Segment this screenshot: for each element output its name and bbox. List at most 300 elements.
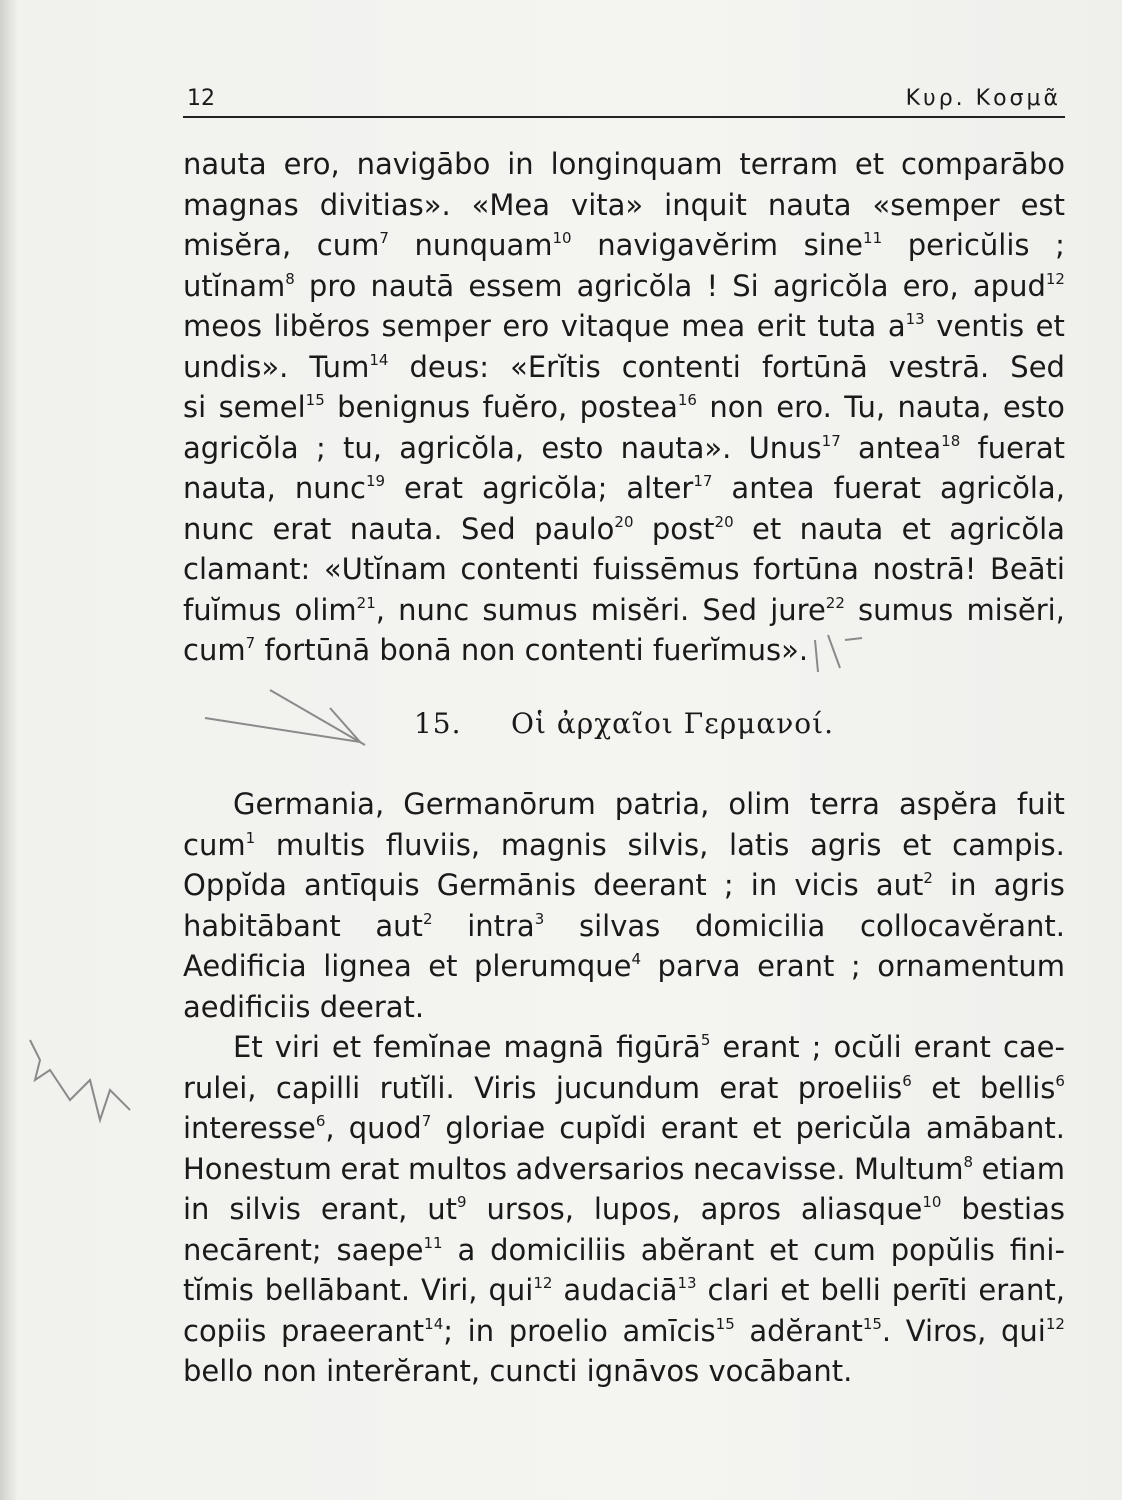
word: erant,	[320, 1192, 408, 1226]
word: sumus	[858, 592, 954, 627]
word: proeliis$^6$	[797, 1070, 912, 1105]
word: cae-	[1002, 1030, 1065, 1064]
word: non	[262, 1354, 317, 1388]
footnote-marker: 5	[700, 1031, 711, 1049]
word: audaciā$^{13}$	[563, 1273, 697, 1307]
word: ero,	[902, 268, 959, 303]
word: agricŏla	[183, 430, 299, 465]
word: domicilia	[694, 908, 826, 943]
section-15-text	[183, 784, 1065, 1392]
word: $a^{13}$	[887, 309, 925, 343]
word: navigābo	[356, 147, 491, 181]
word: magnā	[503, 1030, 605, 1064]
word: fuerat	[833, 471, 922, 505]
word: aut$^2$	[375, 908, 433, 943]
word: deerat.	[319, 989, 425, 1024]
word: latis	[729, 827, 790, 862]
word: Et	[233, 1030, 263, 1064]
word: clamant:	[183, 552, 311, 586]
word: magnas	[183, 187, 299, 222]
word: amābant.	[925, 1111, 1065, 1145]
section-number: 15.	[413, 707, 462, 740]
text-line	[183, 1270, 1065, 1311]
word: lupos,	[593, 1192, 681, 1226]
word: intra$^3$	[467, 908, 545, 943]
text-line	[183, 946, 1065, 987]
word: adversarios	[515, 1151, 685, 1186]
text-line	[183, 590, 1065, 631]
word: misĕri.	[590, 592, 690, 627]
word: tu,	[342, 430, 382, 465]
word: antea$^{18}$	[858, 430, 961, 465]
word: parva	[657, 949, 741, 983]
word: aspĕra	[898, 787, 998, 821]
footnote-marker: 8	[285, 269, 295, 288]
word: necavisse.	[692, 1151, 846, 1186]
word: collocavĕrant.	[860, 908, 1065, 943]
word: inquit	[664, 187, 747, 222]
word: $ut^9$	[427, 1192, 467, 1226]
word: ero,	[283, 147, 340, 181]
word: Germanōrum	[403, 787, 596, 821]
text-line	[183, 1189, 1065, 1230]
word: in	[467, 1313, 495, 1348]
word: vitaque	[560, 309, 670, 343]
word: Germānis	[436, 868, 577, 902]
word: vocābant.	[708, 1354, 853, 1388]
section-heading	[183, 707, 1065, 740]
word: campis.	[952, 827, 1065, 862]
text-line	[183, 1027, 1065, 1068]
word: semper	[381, 309, 491, 343]
word: erant	[913, 1030, 991, 1064]
word: pericŭla	[795, 1111, 912, 1145]
word: ;	[811, 1030, 822, 1064]
word: plerumque$^4$	[473, 949, 642, 983]
word: divitias».	[319, 187, 451, 222]
word: contenti	[621, 349, 741, 384]
footnote-marker: 12	[1045, 269, 1065, 288]
text-line	[183, 865, 1065, 906]
footnote-marker: 11	[863, 229, 883, 247]
footnote-marker: 2	[923, 869, 933, 887]
footnote-marker: 14	[369, 350, 389, 369]
word: fortūnā	[761, 349, 868, 384]
text-line	[183, 1108, 1065, 1149]
word: Tu,	[844, 390, 886, 424]
text-line	[183, 347, 1065, 388]
word: Sed	[1010, 349, 1065, 384]
footnote-marker: 3	[534, 909, 545, 928]
word: cum	[813, 1232, 876, 1267]
word: capilli	[275, 1070, 361, 1105]
word: cum$^7$	[183, 633, 256, 667]
word: pro	[308, 268, 357, 303]
word: interesse$^6$,	[183, 1111, 335, 1145]
footnote-marker: 10	[922, 1193, 942, 1211]
word: bellābant.	[264, 1273, 411, 1307]
word: misĕri,	[966, 592, 1065, 627]
word: gloriae	[445, 1111, 546, 1145]
word: erit	[756, 309, 806, 343]
word: silvas	[578, 908, 661, 943]
word: Aedificia	[183, 949, 307, 983]
word: si	[183, 390, 207, 424]
word: et	[331, 1030, 362, 1064]
footnote-marker: 8	[963, 1152, 974, 1171]
footnote-marker: 15	[862, 1314, 882, 1333]
footnote-marker: 13	[905, 310, 925, 328]
section-title: Οἱ ἀρχαῖοι Γερμανοί.	[510, 707, 835, 740]
word: cum$^1$	[183, 827, 256, 862]
word: erant	[722, 1030, 800, 1064]
word: fini-	[1009, 1232, 1065, 1267]
word: nunc	[183, 511, 255, 546]
text-line	[183, 144, 1065, 185]
footnote-marker: 17	[821, 431, 841, 450]
word: fuerat	[977, 430, 1065, 465]
word: fuĭmus	[183, 592, 282, 627]
word: perīti	[891, 1273, 968, 1307]
word: ocŭli	[833, 1030, 902, 1064]
word: apros	[700, 1192, 781, 1226]
word: sumus	[482, 592, 578, 627]
word: domiciliis	[490, 1232, 626, 1267]
word: Viros,	[905, 1313, 987, 1348]
footnote-marker: 20	[714, 512, 734, 531]
word: «semper	[872, 187, 1000, 222]
word: Si	[732, 268, 759, 303]
word: semel$^{15}$	[218, 390, 325, 424]
word: fluviis,	[385, 827, 481, 862]
word: quod$^7$	[348, 1111, 432, 1145]
text-line	[183, 1351, 1065, 1392]
word: navigavĕrim	[597, 228, 779, 262]
footnote-marker: 15	[305, 391, 325, 409]
word: erant	[660, 1111, 738, 1145]
word: fuerĭmus».	[652, 633, 809, 667]
word: cupĭdi	[559, 1111, 647, 1145]
word: fortūnā	[264, 633, 371, 667]
footnote-marker: 7	[379, 229, 389, 247]
word: etiam	[981, 1151, 1065, 1186]
word: libĕros	[273, 309, 370, 343]
word: proelio	[508, 1313, 608, 1348]
word: aut$^2$	[875, 868, 933, 902]
word: habitābant	[183, 908, 341, 943]
word: essem	[468, 268, 563, 303]
word: ignāvos	[586, 1354, 700, 1388]
text-line	[183, 1230, 1065, 1271]
word: Honestum	[183, 1151, 332, 1186]
word: tuta	[817, 309, 877, 343]
word: nautā	[370, 268, 455, 303]
footnote-marker: 7	[421, 1112, 432, 1130]
word: agricŏla,	[940, 471, 1065, 505]
footnote-marker: 10	[552, 229, 572, 247]
word: nunquam$^{10}$	[414, 228, 572, 262]
word: non	[460, 633, 516, 667]
text-line	[183, 225, 1065, 266]
word: et	[780, 1273, 810, 1307]
word: ;	[1055, 228, 1065, 262]
text-line	[183, 306, 1065, 347]
word: agricŏla;	[481, 471, 608, 505]
word: ;	[850, 949, 861, 983]
word: «Utĭnam	[323, 552, 447, 586]
word: jucundum	[555, 1070, 701, 1105]
word: erat	[272, 511, 332, 546]
word: nauta».	[620, 430, 732, 465]
text-line	[183, 1311, 1065, 1352]
word: cuncti	[489, 1354, 578, 1388]
word: praeerant$^{14}$;	[280, 1313, 454, 1348]
footnote-marker: 2	[422, 909, 433, 928]
word: et	[902, 827, 932, 862]
word: bestias	[961, 1192, 1065, 1226]
word: «Mea	[471, 187, 551, 222]
section-14-text	[183, 144, 1065, 671]
word: ;	[723, 868, 734, 902]
word: antea	[731, 471, 815, 505]
word: «Erĭtis	[510, 349, 601, 384]
word: benignus	[337, 390, 471, 424]
word: erant	[757, 949, 835, 983]
word: amīcis$^{15}$	[622, 1313, 735, 1348]
word: et	[1035, 309, 1065, 343]
word: in	[950, 868, 977, 902]
word: belli	[820, 1273, 881, 1307]
word: bello	[183, 1354, 254, 1388]
pencil-margin-doodle	[30, 1040, 130, 1120]
word: Germania,	[233, 787, 385, 821]
text-line	[183, 1149, 1065, 1190]
word: in	[183, 1192, 210, 1226]
word: femĭnae	[373, 1030, 492, 1064]
word: et	[752, 1111, 782, 1145]
word: ero.	[776, 390, 832, 424]
word: fuissēmus	[593, 552, 740, 586]
word: et	[428, 949, 458, 983]
footnote-marker: 6	[902, 1071, 912, 1090]
footnote-marker: 15	[715, 1314, 735, 1333]
word: aliasque$^{10}$	[800, 1192, 942, 1226]
footnote-marker: 22	[825, 593, 845, 612]
word: agricŏla	[772, 268, 889, 303]
text-line	[183, 630, 1065, 671]
footnote-marker: 12	[1045, 1314, 1065, 1333]
footnote-marker: 1	[245, 828, 256, 847]
word: copiis	[183, 1313, 267, 1348]
word: bonā	[379, 633, 452, 667]
word: esto	[1002, 390, 1065, 424]
word: sine$^{11}$	[803, 228, 883, 262]
word: utĭnam$^8$	[183, 268, 295, 303]
footnote-marker: 6	[315, 1112, 326, 1130]
word: Beāti	[990, 552, 1065, 586]
footnote-marker: 19	[365, 472, 386, 490]
word: ero	[502, 309, 550, 343]
word: olim	[728, 787, 791, 821]
word: et	[931, 1070, 961, 1105]
word: ventis	[936, 309, 1025, 343]
word: deerant	[593, 868, 707, 902]
text-line	[183, 468, 1065, 509]
word: paulo$^{20}$	[534, 511, 634, 546]
word: aedificiis	[183, 989, 311, 1024]
word: qui$^{12}$	[1000, 1313, 1065, 1348]
word: vicis	[794, 868, 859, 902]
word: adĕrant$^{15}$.	[749, 1313, 892, 1348]
word: contenti	[460, 552, 580, 586]
word: magnis	[500, 827, 607, 862]
word: non	[709, 390, 764, 424]
word: abĕrant	[640, 1232, 755, 1267]
text-line	[183, 906, 1065, 947]
text-line	[183, 784, 1065, 825]
word: Viri,	[421, 1273, 478, 1307]
word: multos	[408, 1151, 507, 1186]
footnote-marker: 11	[423, 1233, 443, 1252]
word: pericŭlis	[907, 228, 1030, 262]
word: figūrā$^5$	[616, 1030, 711, 1064]
word: contenti	[524, 633, 644, 667]
word: necārent;	[183, 1232, 322, 1267]
word: jure$^{22}$	[770, 592, 845, 627]
word: silvis	[229, 1192, 301, 1226]
word: ;	[315, 430, 326, 465]
text-line	[183, 549, 1065, 590]
word: comparābo	[901, 147, 1065, 181]
word: popŭlis	[890, 1232, 995, 1267]
word: esto	[541, 430, 604, 465]
word: a	[457, 1232, 476, 1267]
word: deus:	[409, 349, 490, 384]
word: agris	[993, 868, 1065, 902]
word: Viris	[474, 1070, 537, 1105]
word: qui$^{12}$	[488, 1273, 553, 1307]
word: tĭmis	[183, 1273, 254, 1307]
word: nauta	[799, 511, 884, 546]
word: nauta,	[183, 471, 276, 505]
word: alter$^{17}$	[626, 471, 713, 505]
word: Unus$^{17}$	[748, 430, 841, 465]
footnote-marker: 20	[614, 512, 634, 531]
word: Sed	[702, 592, 758, 627]
page-number: 12	[187, 86, 215, 111]
word: interĕrant,	[326, 1354, 481, 1388]
word: cum$^7$	[316, 228, 389, 262]
text-line	[183, 266, 1065, 307]
word: vita»	[571, 187, 644, 222]
word: et	[854, 147, 885, 181]
footnote-marker: 16	[677, 391, 697, 409]
word: rutĭli.	[379, 1070, 455, 1105]
word: nunc	[398, 592, 470, 627]
running-head-author: Κυρ. Κοσμᾶ	[905, 86, 1061, 111]
word: silvis,	[627, 827, 709, 862]
footnote-marker: 6	[1055, 1071, 1065, 1090]
word: erat	[340, 1151, 400, 1186]
word: meos	[183, 309, 262, 343]
word: misĕra,	[183, 228, 292, 262]
word: fuĕro,	[482, 390, 568, 424]
word: agricŏla,	[399, 430, 525, 465]
footnote-marker: 21	[356, 593, 376, 612]
word: fuit	[1016, 787, 1065, 821]
word: olim$^{21}$,	[294, 592, 385, 627]
word: undis».	[183, 349, 289, 384]
word: in	[507, 147, 534, 181]
text-line	[183, 185, 1065, 226]
word: Sed	[461, 511, 516, 546]
text-line	[183, 1068, 1065, 1109]
word: !	[706, 268, 719, 303]
word: terra	[809, 787, 880, 821]
word: erat	[719, 1070, 779, 1105]
word: ornamentum	[877, 949, 1065, 983]
word: vestrā.	[888, 349, 990, 384]
word: antīquis	[304, 868, 420, 902]
word: et	[752, 511, 782, 546]
footnote-marker: 18	[941, 431, 961, 450]
word: est	[1020, 187, 1065, 222]
word: clari	[707, 1273, 770, 1307]
word: longinquam	[550, 147, 723, 181]
word: nauta	[767, 187, 852, 222]
word: nauta.	[349, 511, 443, 546]
word: viri	[274, 1030, 320, 1064]
word: postea$^{16}$	[579, 390, 697, 424]
word: erant,	[978, 1273, 1065, 1307]
footnote-marker: 14	[424, 1314, 444, 1333]
word: bellis$^6$	[979, 1070, 1065, 1105]
word: in	[750, 868, 778, 902]
word: terram	[739, 147, 838, 181]
word: mea	[681, 309, 746, 343]
text-line	[183, 387, 1065, 428]
word: post$^{20}$	[651, 511, 734, 546]
word: Multum$^8$	[854, 1151, 974, 1186]
footnote-marker: 4	[631, 950, 642, 968]
word: et	[769, 1232, 799, 1267]
text-line	[183, 509, 1065, 550]
word: nauta	[183, 147, 267, 181]
word: rulei,	[183, 1070, 257, 1105]
word: apud$^{12}$	[972, 268, 1065, 303]
word: nauta,	[897, 390, 991, 424]
text-line	[183, 987, 1065, 1028]
footnote-marker: 12	[533, 1274, 553, 1292]
footnote-marker: 13	[677, 1274, 697, 1292]
word: ursos,	[486, 1192, 574, 1226]
footnote-marker: 17	[693, 472, 713, 490]
footnote-marker: 9	[457, 1193, 467, 1211]
text-line	[183, 825, 1065, 866]
word: patria,	[614, 787, 710, 821]
word: saepe$^{11}$	[336, 1232, 443, 1267]
footnote-marker: 7	[245, 634, 256, 652]
word: nunc$^{19}$	[294, 471, 386, 505]
word: Oppĭda	[183, 868, 287, 902]
word: agris	[810, 827, 882, 862]
word: multis	[275, 827, 366, 862]
word: lignea	[323, 949, 412, 983]
word: agricŏla	[576, 268, 693, 303]
word: erat	[404, 471, 463, 505]
word: agricŏla	[949, 511, 1065, 546]
word: fortūna	[753, 552, 859, 586]
